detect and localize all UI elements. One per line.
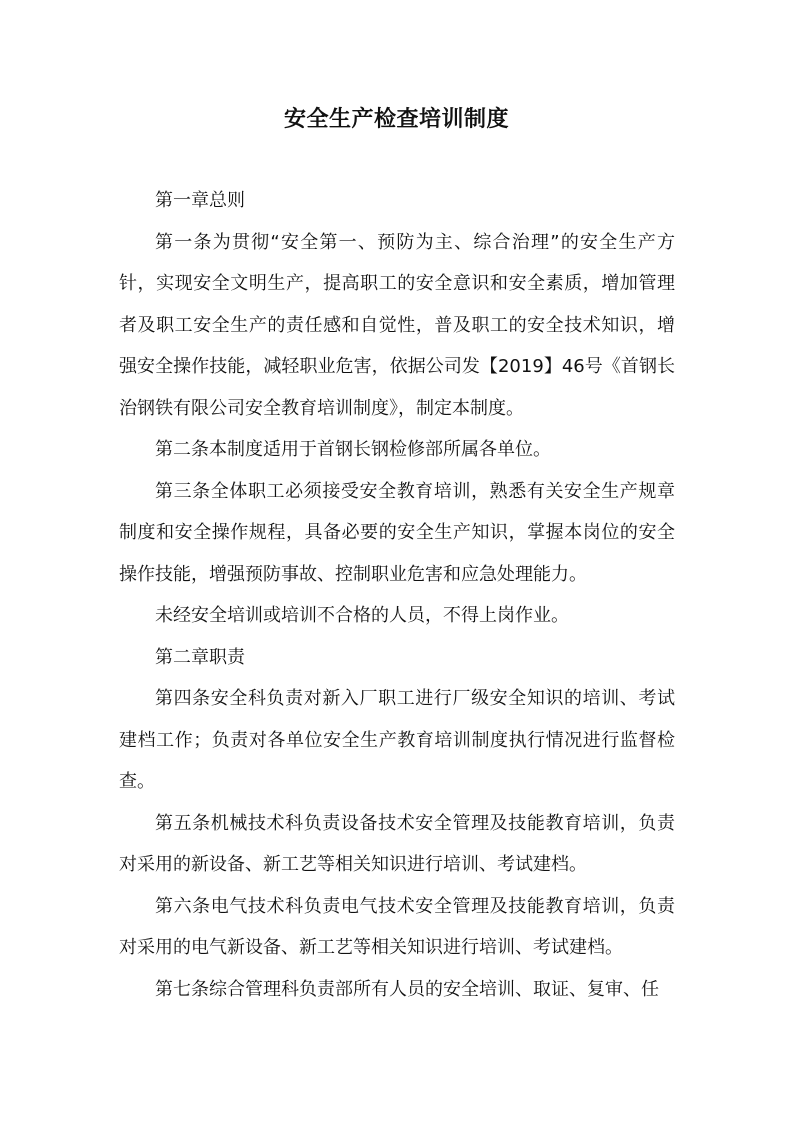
document-title: 安全生产检查培训制度 (283, 107, 509, 132)
chapter-heading: 第二章职责 (155, 646, 245, 668)
article-paragraph: 第一条为贯彻“安全第一、预防为主、综合治理”的安全生产方针，实现安全文明生产，提高职工的安全意识和安全素质，增加管理者及职工安全生产的责任感和自觉性，普及职工的安全技术知识，增强安全操作技能，减轻职业危害，依据公司发【2019】46号《首钢长治钢铁有限公司安全教育培训制度》，制定本制度。 (119, 231, 675, 419)
body-paragraph: 未经安全培训或培训不合格的人员，不得上岗作业。 (155, 605, 569, 626)
article-paragraph: 第三条全体职工必须接受安全教育培训，熟悉有关安全生产规章制度和安全操作规程，具备必要的安全生产知识，掌握本岗位的安全操作技能，增强预防事故、控制职业危害和应急处理能力。 (119, 480, 675, 585)
article-paragraph: 第七条综合管理科负责部所有人员的安全培训、取证、复审、任 (155, 978, 659, 1000)
document-body (119, 180, 675, 1010)
chapter-heading: 第一章总则 (155, 190, 245, 211)
article-paragraph: 第二条本制度适用于首钢长钢检修部所属各单位。 (155, 439, 551, 460)
article-paragraph: 第五条机械技术科负责设备技术安全管理及技能教育培训，负责对采用的新设备、新工艺等相关知识进行培训、考试建档。 (119, 812, 675, 875)
article-paragraph: 第六条电气技术科负责电气技术安全管理及技能教育培训，负责对采用的电气新设备、新工艺等相关知识进行培训、考试建档。 (119, 895, 675, 958)
article-paragraph: 第四条安全科负责对新入厂职工进行厂级安全知识的培训、考试建档工作；负责对各单位安全生产教育培训制度执行情况进行监督检查。 (119, 688, 675, 792)
